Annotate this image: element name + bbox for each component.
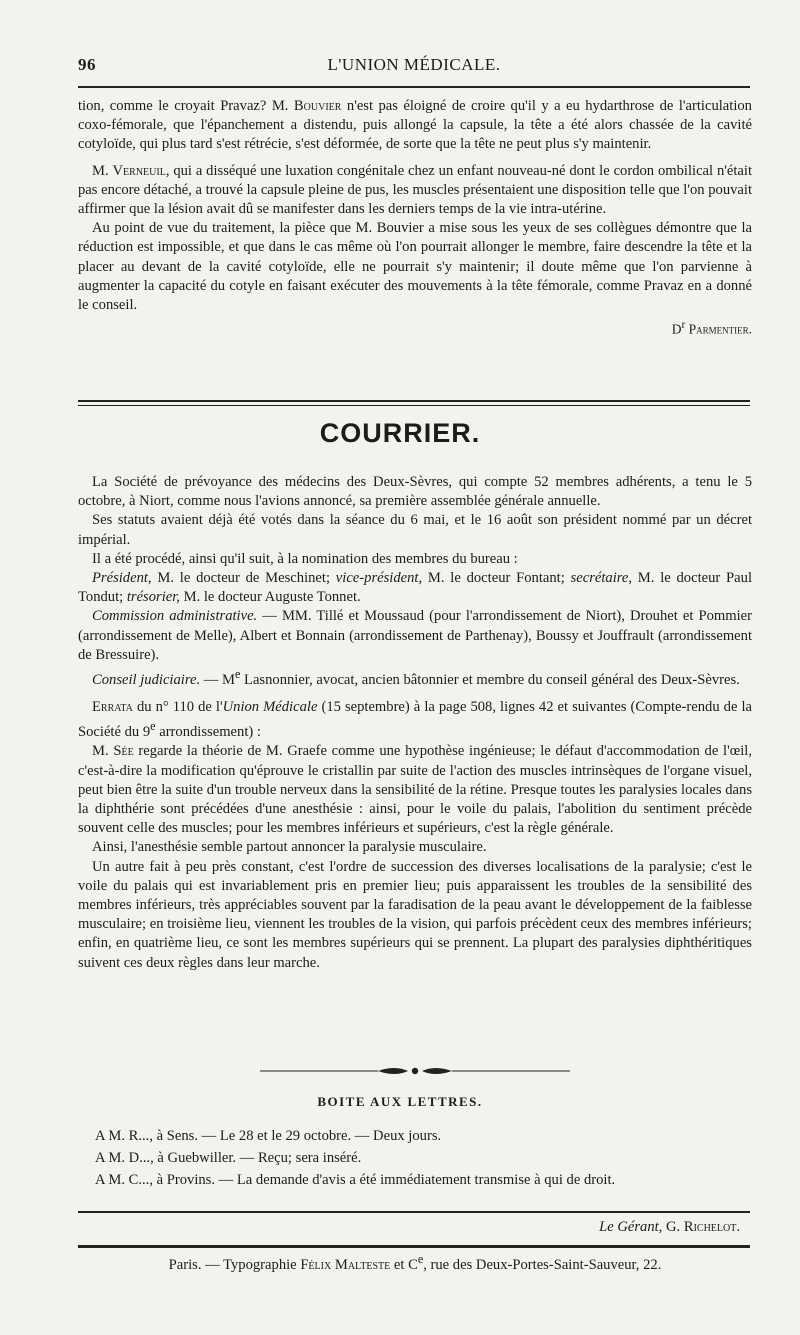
- courrier-paragraph: La Société de prévoyance des médecins des Deux-Sèvres, qui compte 52 membres adhérents, a tenu le 5 octobre, à Niort, comme nous l'avions annoncé, sa première assemblée générale annuelle.: [78, 474, 752, 510]
- letter-item: A M. C..., à Provins. — La demande d'avis a été immédiatement transmise à qui de droit.: [95, 1172, 616, 1188]
- footer-rule: [78, 1211, 750, 1213]
- errata-paragraph: M. Sée regarde la théorie de M. Graefe comme une hypothèse ingénieuse; le défaut d'accommodation de l'œil, c'est-à-dire la modification qu'éprouve le cristallin par suite de l'action des muscles intrinsèques de l'organe visuel, peut bien être la suite d'un trouble nerveux dans la sensibilité de la rétine. Presque toutes les paralysies locales dans la diphthérie sont précédées d'une anesthésie : ainsi, pour le voile du palais, l'abolition du sentiment précède souvent celle des muscles; pour les membres inférieurs et supérieurs, c'est la règle générale.: [78, 743, 753, 837]
- section-title: COURRIER.: [319, 418, 481, 448]
- errata-paragraph: Ainsi, l'anesthésie semble partout annoncer la paralysie musculaire.: [92, 839, 487, 856]
- letters-list: [95, 1125, 755, 1191]
- article-paragraph: Au point de vue du traitement, la pièce que M. Bouvier a mise sous les yeux de ses collègues démontre que la réduction est impossible, et que dans le cas même où l'on pourrait allonger le membre, faire descendre la tête et la placer au devant de la cavité cotyloïde, elle ne pourrait s'y maintenir; il doute même que l'on parvienne à augmenter la capacité du cotyle en faisant exécuter des mouvements à la tête fémorale, comme Pravaz en a donné le conseil.: [78, 220, 752, 314]
- courrier-body: [78, 473, 752, 973]
- gerant-line: Le Gérant, G. Richelot.: [599, 1219, 740, 1235]
- running-title: L'UNION MÉDICALE.: [327, 55, 501, 74]
- letter-item: A M. R..., à Sens. — Le 28 et le 29 octobre. — Deux jours.: [95, 1128, 442, 1144]
- courrier-paragraph: Il a été procédé, ainsi qu'il suit, à la nomination des membres du bureau :: [92, 550, 518, 567]
- article-paragraph: tion, comme le croyait Pravaz? M. Bouvier n'est pas éloigné de croire qu'il y a eu hydarthrose de l'articulation coxo-fémorale, que l'épanchement a distendu, puis allongé la capsule, la tête a été alors chassée de la cavité cotyloïde, qui plus tard s'est rétrécie, s'est déformée, de sorte que la tête ne peut plus s'y maintenir.: [78, 98, 752, 153]
- article-paragraph: M. Verneuil, qui a disséqué une luxation congénitale chez un enfant nouveau-né dont le cordon ombilical n'était pas encore détaché, a trouvé la capsule pleine de pus, les muscles présentaient une disposition telle que l'on pouvait affirmer que la lésion avait dû se manifester dans les derniers temps de la vie intra-utérine.: [78, 162, 752, 218]
- header-rule: [78, 86, 750, 88]
- courrier-paragraph: Conseil judiciaire. — Me Lasnonnier, avocat, ancien bâtonnier et membre du conseil général des Deux-Sèvres.: [92, 667, 740, 688]
- courrier-paragraph: Président, M. le docteur de Meschinet; vice-président, M. le docteur Fontant; secrétaire, M. le docteur Paul Tondut; trésorier, M. le docteur Auguste Tonnet.: [78, 570, 752, 606]
- ornament-divider: [260, 1064, 570, 1078]
- footer-rule-thick: [78, 1245, 750, 1248]
- article-continuation: [78, 97, 752, 339]
- page-header: [78, 55, 750, 79]
- section-divider: [78, 400, 750, 406]
- courrier-paragraph: Ses statuts avaient déjà été votés dans la séance du 6 mai, et le 16 août son président nommé par un décret impérial.: [78, 512, 752, 548]
- letters-title: BOITE AUX LETTRES.: [317, 1094, 483, 1109]
- imprint-line: Paris. — Typographie Félix Malteste et Ce, rue des Deux-Portes-Saint-Sauveur, 22.: [168, 1252, 662, 1273]
- article-signature: $D^r$ Parmentier.: [671, 319, 752, 337]
- courrier-paragraph: Commission administrative. — MM. Tillé et Moussaud (pour l'arrondissement de Niort), Drouhet et Pommier (arrondissement de Melle), Albert et Bonnain (arrondissement de Parthenay), Boussy et Jouffrault (arrondissement de Bressuire).: [78, 608, 752, 663]
- errata-paragraph: Un autre fait à peu près constant, c'est l'ordre de succession des diverses localisations de la paralysie; c'est le voile du palais qui est invariablement pris en premier lieu; puis apparaissent les troubles de la sensibilité des membres inférieurs, très appréciables souvent par la faradisation de la peau avant le développement de la faiblesse musculaire; en troisième lieu, viennent les troubles de la vision, qui parfois précèdent ceux des membres inférieurs; enfin, en quatrième lieu, ce sont les membres supérieurs qui se prennent. La plupart des paralysies diphthéritiques suivent ces deux règles dans leur marche.: [78, 858, 752, 971]
- letter-item: A M. D..., à Guebwiller. — Reçu; sera inséré.: [95, 1150, 362, 1166]
- errata-paragraph: Errata du n° 110 de l'Union Médicale (15 septembre) à la page 508, lignes 42 et suivantes (Compte-rendu de la Société du 9e arrondissement) :: [78, 699, 752, 741]
- page-number: 96: [78, 55, 96, 74]
